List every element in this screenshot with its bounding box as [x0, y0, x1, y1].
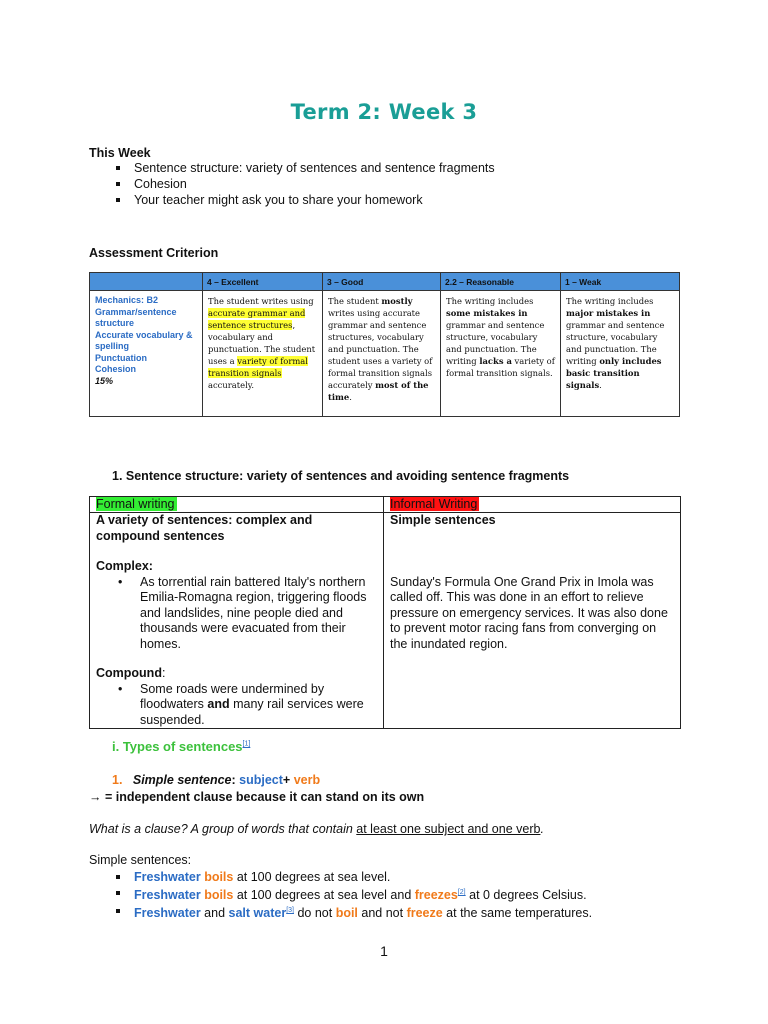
criterion-weight: 15% — [95, 375, 114, 386]
rubric-header-reasonable: 2.2 – Reasonable — [441, 273, 561, 291]
clause-definition: What is a clause? A group of words that contain at least one subject and one verb. — [89, 822, 544, 836]
simple-sentence-rule: 1. Simple sentence: subject+ verb — [112, 773, 321, 787]
informal-title: Simple sentences — [390, 513, 496, 527]
criterion-line: Mechanics: B2 — [95, 295, 159, 305]
types-heading: i. Types of sentences[1] — [112, 739, 251, 754]
footnote-link[interactable]: [3] — [286, 907, 294, 915]
informal-writing-tag: Informal Writing — [390, 497, 478, 511]
footnote-link[interactable]: [1] — [242, 740, 251, 748]
complex-list — [96, 575, 377, 653]
criterion-line: Grammar/sentence structure — [95, 306, 177, 328]
simple-sentences-label: Simple sentences: — [89, 853, 192, 867]
informal-example: Sunday's Formula One Grand Prix in Imola was called off. This was done in an effort to relieve pressure on emergency services. It was also done to prevent motor racing fans from converging on the inundated region. — [390, 574, 668, 651]
list-item: Your teacher might ask you to share your homework — [89, 192, 495, 208]
list-item: • As torrential rain battered Italy's northern Emilia-Romagna region, triggering floods and landslides, nine people died and thousands were evacuated from their homes. — [96, 575, 377, 653]
list-item: Cohesion — [89, 176, 495, 192]
rubric-row — [90, 291, 680, 417]
informal-header-cell — [384, 497, 681, 513]
compound-list — [96, 682, 377, 729]
formal-informal-table — [89, 496, 681, 729]
criterion-line: Accurate vocabulary & spelling — [95, 329, 193, 351]
list-item: Freshwater boils at 100 degrees at sea level. — [89, 869, 592, 885]
rubric-header-weak: 1 – Weak — [561, 273, 680, 291]
formal-header-cell — [90, 497, 384, 513]
criterion-line: Cohesion — [95, 364, 137, 374]
independent-clause-note: → = independent clause because it can stand on its own — [89, 790, 425, 804]
excellent-cell: The student writes using accurate grammar and sentence structures, vocabulary and punctuation. The student uses a variety of formal transition signals accurately. — [203, 291, 323, 417]
simple-sentences-list — [89, 869, 592, 921]
rubric-header-row — [90, 273, 680, 291]
section-heading: 1. Sentence structure: variety of sentences and avoiding sentence fragments — [112, 469, 570, 483]
table-row — [90, 513, 681, 729]
list-item: Freshwater boils at 100 degrees at sea level and freezes[2] at 0 degrees Celsius. — [89, 885, 592, 903]
list-item: Sentence structure: variety of sentences and sentence fragments — [89, 160, 495, 176]
informal-content-cell — [384, 513, 681, 729]
rubric-header-cell — [90, 273, 203, 291]
list-item: • Some roads were undermined by floodwaters and many rail services were suspended. — [96, 682, 377, 729]
this-week-list — [89, 160, 495, 208]
rubric-header-excellent: 4 – Excellent — [203, 273, 323, 291]
formal-title: A variety of sentences: complex and compound sentences — [96, 513, 313, 543]
formal-content-cell — [90, 513, 384, 729]
reasonable-cell: The writing includes some mistakes in grammar and sentence structure, vocabulary and punctuation. The writing lacks a variety of formal transition signals. — [441, 291, 561, 417]
this-week-section — [89, 146, 495, 208]
complex-label: Complex: — [96, 559, 153, 573]
criterion-cell — [90, 291, 203, 417]
good-cell: The student mostly writes using accurate grammar and sentence structures, vocabulary and punctuation. The student uses a variety of formal transition signals accurately most of the time. — [323, 291, 441, 417]
formal-writing-tag: Formal writing — [96, 497, 175, 511]
criterion-line: Punctuation — [95, 352, 147, 363]
weak-cell: The writing includes major mistakes in grammar and sentence structure, vocabulary and punctuation. The writing only includes basic transition signals. — [561, 291, 680, 417]
compound-label: Compound: — [96, 666, 166, 680]
list-item: Freshwater and salt water[3] do not boil and not freeze at the same temperatures. — [89, 903, 592, 921]
assessment-rubric-table — [89, 272, 680, 417]
page-title: Term 2: Week 3 — [290, 100, 478, 124]
assessment-heading: Assessment Criterion — [89, 246, 219, 260]
this-week-heading: This Week — [89, 146, 151, 160]
page-number: 1 — [380, 943, 388, 959]
rubric-header-good: 3 – Good — [323, 273, 441, 291]
footnote-link[interactable]: [2] — [457, 889, 466, 896]
table-row — [90, 497, 681, 513]
